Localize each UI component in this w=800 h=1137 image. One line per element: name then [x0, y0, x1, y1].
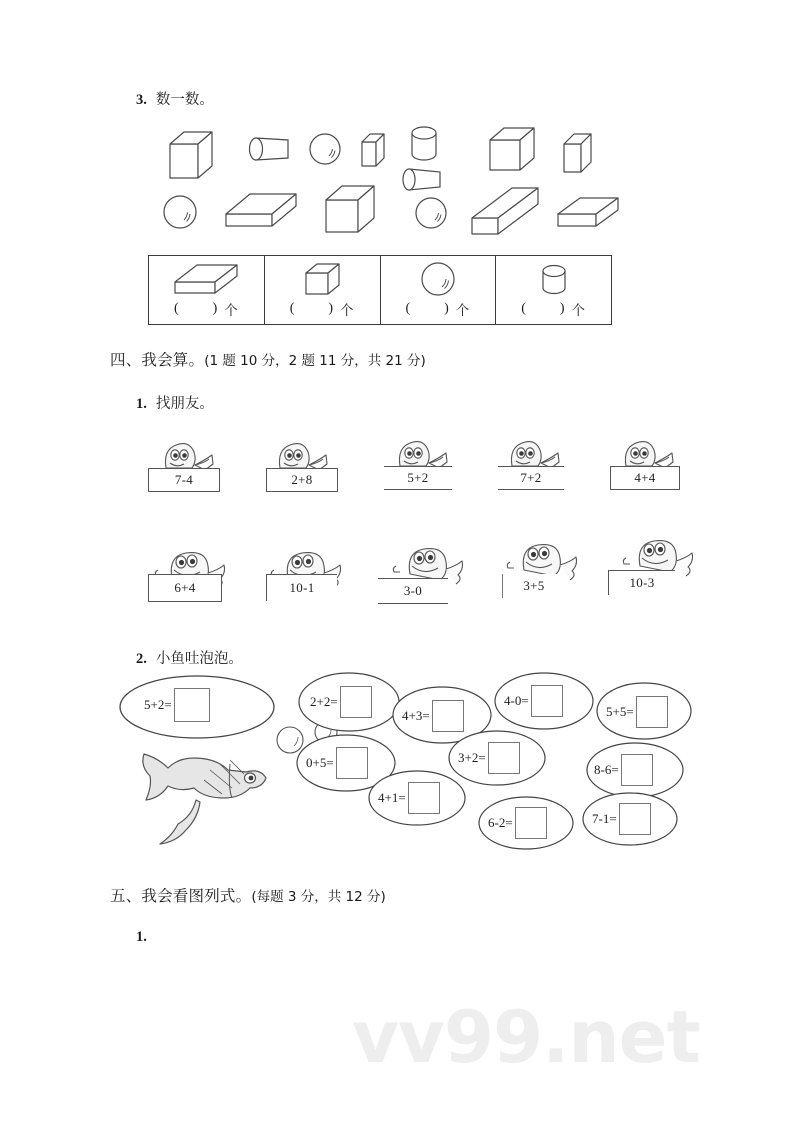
item4-2-title: 小鱼吐泡泡。 — [155, 651, 243, 667]
open-paren: ( — [173, 301, 179, 316]
expression-card[interactable]: 2+8 — [266, 468, 338, 492]
section5-heading — [110, 884, 386, 906]
bubble-expression: 2+2= — [310, 694, 338, 709]
bubble-expression-row[interactable] — [592, 803, 651, 835]
item5-1-heading — [136, 928, 147, 946]
bubble-8[interactable] — [368, 770, 466, 826]
fish-bubbles-figure — [110, 672, 690, 872]
answer-box[interactable] — [408, 782, 440, 814]
bubble-expression: 5+2= — [144, 697, 172, 712]
answer-box[interactable] — [340, 686, 372, 718]
shape-cuboid-vertical-small — [358, 130, 390, 170]
answer-box[interactable] — [619, 803, 651, 835]
open-paren: ( — [405, 301, 411, 316]
expression-card[interactable]: 4+4 — [610, 466, 680, 490]
expression-card[interactable]: 3-0 — [378, 578, 448, 604]
count-cell-cube[interactable] — [265, 256, 381, 324]
bubble-expression-row[interactable] — [378, 782, 440, 814]
bubble-4[interactable] — [596, 682, 692, 740]
open-paren: ( — [521, 301, 526, 316]
bubble-expression: 7-1= — [592, 811, 617, 826]
close-paren: ) — [559, 301, 565, 316]
answer-box[interactable] — [336, 747, 368, 779]
bubble-expression: 4-0= — [504, 693, 529, 708]
unit-label: 个 — [571, 303, 587, 319]
item5-1-number: 1. — [136, 929, 147, 945]
shape-cylinder-vertical — [406, 124, 442, 164]
item3-heading — [136, 88, 214, 109]
bubble-expression-row[interactable] — [594, 754, 653, 786]
open-paren: ( — [289, 301, 295, 316]
bubble-3[interactable] — [494, 672, 594, 730]
shape-cylinder-horizontal-2 — [400, 164, 448, 194]
count-table — [148, 255, 612, 325]
count-cell-cylinder[interactable] — [496, 256, 611, 324]
bubble-expression-row[interactable] — [306, 747, 368, 779]
answer-box[interactable] — [174, 688, 210, 722]
expression-card[interactable]: 7-4 — [148, 468, 220, 492]
shape-cube-3 — [322, 182, 380, 238]
cell-answer-cube[interactable] — [265, 299, 380, 319]
section4-heading — [110, 348, 426, 370]
penguin-row-1 — [148, 440, 678, 502]
count-cell-sphere[interactable] — [381, 256, 497, 324]
shape-cuboid-slab-2 — [554, 192, 622, 232]
cell-answer-sphere[interactable] — [381, 299, 496, 319]
expression-card[interactable]: 10-3 — [608, 570, 675, 595]
bubble-10[interactable] — [582, 792, 678, 846]
answer-box[interactable] — [621, 754, 653, 786]
bubble-expression-row[interactable] — [310, 686, 372, 718]
answer-box[interactable] — [636, 696, 668, 728]
bubble-expression-row[interactable] — [606, 696, 668, 728]
answer-box[interactable] — [488, 742, 520, 774]
close-paren: ) — [212, 301, 218, 316]
section5-points: (每题 3 分，共 12 分) — [251, 889, 386, 905]
item3-number: 3. — [136, 92, 147, 108]
item4-1-number: 1. — [136, 396, 147, 412]
item4-2-number: 2. — [136, 651, 147, 667]
expression-card[interactable]: 5+2 — [384, 466, 452, 490]
unit-label: 个 — [340, 303, 355, 319]
expression-card[interactable]: 10-1 — [266, 574, 337, 601]
bubble-expression: 8-6= — [594, 762, 619, 777]
fish-thought-bubble[interactable] — [118, 674, 276, 740]
cell-shape-cylinder — [496, 260, 611, 298]
bubble-expression-row[interactable] — [458, 742, 520, 774]
shape-sphere-2 — [162, 194, 198, 230]
expression-card[interactable]: 6+4 — [148, 574, 222, 602]
bubble-expression-row[interactable] — [402, 700, 464, 732]
bubble-expression: 3+2= — [458, 750, 486, 765]
unit-label: 个 — [224, 303, 239, 319]
answer-box[interactable] — [432, 700, 464, 732]
penguin-row-2 — [148, 548, 678, 624]
answer-box[interactable] — [531, 685, 563, 717]
bubble-expression-row[interactable] — [488, 807, 547, 839]
section4-points: (1 题 10 分，2 题 11 分，共 21 分) — [204, 353, 426, 369]
shape-cube-large — [166, 128, 222, 184]
bubble-expression: 4+3= — [402, 708, 430, 723]
section5-title: 五、我会看图列式。 — [110, 887, 252, 905]
cell-answer-cuboid[interactable] — [149, 299, 264, 319]
shape-sphere-1 — [308, 132, 342, 166]
shape-cuboid-slab-1 — [222, 188, 300, 232]
shape-cuboid-long-diagonal — [468, 184, 542, 240]
section4-title: 四、我会算。 — [110, 351, 205, 369]
close-paren: ) — [444, 301, 449, 316]
item3-title: 数一数。 — [155, 92, 214, 108]
bubble-expression: 4+1= — [378, 790, 406, 805]
cell-shape-cube — [265, 260, 380, 298]
expression-card[interactable]: 7+2 — [498, 466, 564, 490]
cell-answer-cylinder[interactable] — [496, 299, 611, 319]
bubble-expression: 5+5= — [606, 704, 634, 719]
cell-shape-sphere — [381, 260, 496, 298]
shape-sphere-3 — [414, 196, 448, 230]
item4-1-heading — [136, 392, 214, 413]
shapes-figure — [148, 122, 618, 250]
item4-2-heading — [136, 647, 243, 668]
shape-cylinder-horizontal-1 — [246, 134, 294, 164]
unit-label: 个 — [455, 303, 471, 319]
bubble-1[interactable] — [298, 672, 400, 732]
bubble-expression-row[interactable] — [504, 685, 563, 717]
item4-1-title: 找朋友。 — [155, 396, 214, 412]
cell-shape-cuboid — [149, 260, 264, 298]
bubble-7[interactable] — [586, 742, 684, 798]
answer-box[interactable] — [515, 807, 547, 839]
shape-cuboid-vertical — [560, 130, 598, 178]
bubble-expression-row[interactable] — [144, 688, 210, 722]
bubble-9[interactable] — [478, 796, 574, 850]
close-paren: ) — [328, 301, 334, 316]
goldfish-icon — [134, 734, 284, 854]
count-cell-cuboid[interactable] — [149, 256, 265, 324]
site-watermark: vv99.net — [352, 995, 700, 1079]
bubble-expression: 0+5= — [306, 755, 334, 770]
shape-cube-2 — [486, 124, 542, 176]
bubble-expression: 6-2= — [488, 815, 513, 830]
expression-card[interactable]: 3+5 — [502, 574, 565, 598]
